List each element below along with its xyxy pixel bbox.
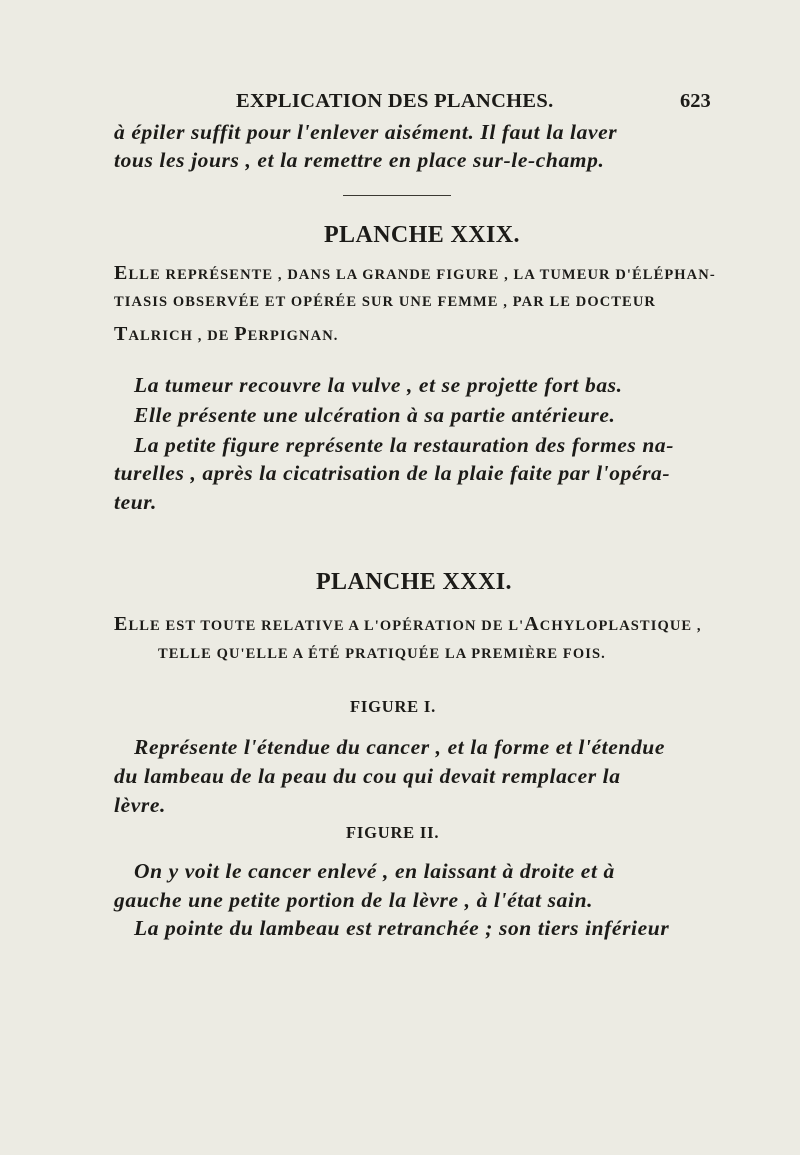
- planche-29-para-4: turelles , après la cicatrisation de la plaie faite par l'opéra-: [114, 461, 671, 485]
- page-number: 623: [680, 90, 711, 112]
- planche-29-desc-line-2: TIASIS OBSERVÉE ET OPÉRÉE SUR UNE FEMME , PAR LE DOCTEUR: [114, 294, 656, 310]
- figure-2-heading: FIGURE II.: [346, 823, 440, 842]
- figure-1-line-2: du lambeau de la peau du cou qui devait remplacer la: [114, 764, 621, 788]
- planche-31-desc-line-1: ELLE EST TOUTE RELATIVE A L'OPÉRATION DE L'ACHYLOPLASTIQUE ,: [114, 613, 702, 635]
- planche-31-desc-line-2: TELLE QU'ELLE A ÉTÉ PRATIQUÉE LA PREMIÈRE FOIS.: [158, 646, 606, 662]
- figure-2-line-1: On y voit le cancer enlevé , en laissant à droite et à: [134, 859, 615, 883]
- figure-1-line-3: lèvre.: [114, 793, 166, 817]
- planche-29-heading: PLANCHE XXIX.: [324, 222, 520, 248]
- figure-1-heading: FIGURE I.: [350, 697, 437, 716]
- planche-29-para-5: teur.: [114, 490, 158, 514]
- figure-2-line-2: gauche une petite portion de la lèvre , à l'état sain.: [114, 888, 594, 912]
- intro-line-1: à épiler suffit pour l'enlever aisément. Il faut la laver: [114, 120, 618, 144]
- figure-1-line-1: Représente l'étendue du cancer , et la forme et l'étendue: [134, 735, 666, 759]
- planche-29-para-2: Elle présente une ulcération à sa partie antérieure.: [134, 403, 616, 427]
- planche-31-heading: PLANCHE XXXI.: [316, 569, 512, 595]
- running-title: EXPLICATION DES PLANCHES.: [236, 90, 554, 112]
- planche-29-para-3: La petite figure représente la restauration des formes na-: [134, 433, 675, 457]
- figure-2-line-3: La pointe du lambeau est retranchée ; son tiers inférieur: [134, 916, 670, 940]
- intro-line-2: tous les jours , et la remettre en place sur-le-champ.: [114, 148, 605, 172]
- section-divider: [343, 195, 451, 196]
- planche-29-para-1: La tumeur recouvre la vulve , et se projette fort bas.: [134, 373, 623, 397]
- planche-29-desc-line-1: ELLE REPRÉSENTE , DANS LA GRANDE FIGURE , LA TUMEUR D'ÉLÉPHAN-: [114, 262, 716, 284]
- planche-29-desc-line-3: TALRICH , DE PERPIGNAN.: [114, 323, 339, 345]
